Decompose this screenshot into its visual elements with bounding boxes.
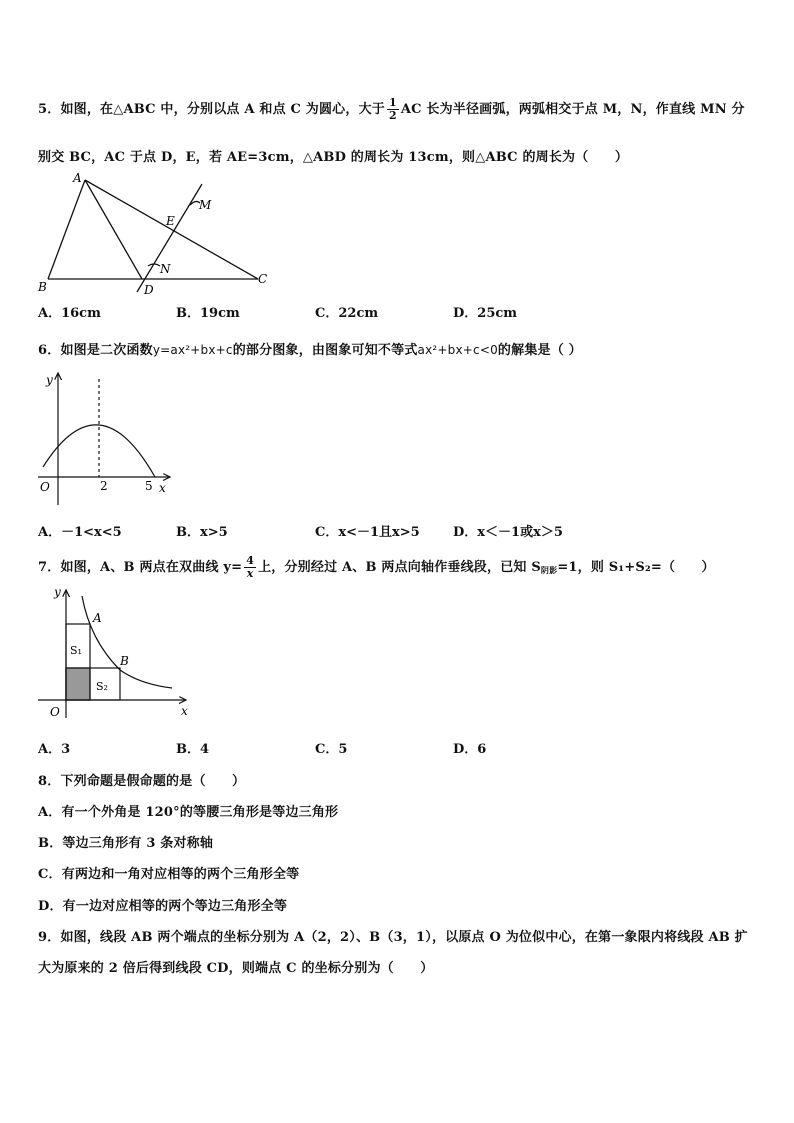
q7-option-a: A．3 bbox=[38, 742, 71, 757]
q7-text-part2: 上，分别经过 A、B 两点向轴作垂线段，已知 S bbox=[258, 560, 541, 575]
q5-option-d: D．25cm bbox=[453, 306, 518, 321]
q6-tick-2: 2 bbox=[100, 479, 108, 493]
q7-text-part1: 7．如图，A、B 两点在双曲线 y= bbox=[38, 560, 243, 575]
q5-fraction-half: $\frac{1}{2}$ bbox=[388, 96, 397, 122]
q5-stem-line2: 别交 BC，AC 于点 D，E，若 AE=3cm，△ABD 的周长为 13cm，则△ABC 的周长为（ ） bbox=[38, 150, 629, 165]
q8-option-d: D．有一边对应相等的两个等边三角形全等 bbox=[38, 899, 288, 914]
q5-label-M: M bbox=[199, 198, 212, 212]
q8-option-a: A．有一个外角是 120°的等腰三角形是等边三角形 bbox=[38, 805, 339, 820]
q7-option-d: D．6 bbox=[453, 742, 487, 757]
q8-stem: 8．下列命题是假命题的是（ ） bbox=[38, 774, 246, 789]
q5-label-B: B bbox=[38, 280, 47, 294]
q6-option-c: C．x<－1且x>5 bbox=[315, 525, 420, 540]
q5-label-D: D bbox=[144, 283, 154, 297]
q7-option-c: C．5 bbox=[315, 742, 348, 757]
q5-text-part1: 5．如图，在△ABC 中，分别以点 A 和点 C 为圆心，大于 bbox=[38, 102, 385, 117]
q6-text-part2: 的部分图象，由图象可知不等式 bbox=[232, 343, 418, 358]
q6-option-b: B．x>5 bbox=[176, 525, 228, 540]
q6-label-y: y bbox=[46, 373, 53, 387]
q5-label-N: N bbox=[160, 262, 171, 276]
q6-option-d: D．x＜－1或x＞5 bbox=[453, 525, 563, 540]
q7-label-A: A bbox=[93, 611, 102, 625]
q6-function: y=ax²+bx+c bbox=[152, 343, 233, 357]
q7-label-S2: S₂ bbox=[96, 680, 108, 693]
q9-stem-line1: 9．如图，线段 AB 两个端点的坐标分别为 A（2，2）、B（3，1），以原点 O 为位似中心，在第一象限内将线段 AB 扩 bbox=[38, 930, 748, 945]
q5-label-A: A bbox=[73, 171, 82, 185]
q6-option-a: A．－1<x<5 bbox=[38, 525, 122, 540]
q5-option-b: B．19cm bbox=[176, 306, 240, 321]
q7-fraction-4-over-x: $\frac{4}{x}$ bbox=[246, 554, 255, 580]
q7-text-part3: =1，则 S₁+S₂=（ ） bbox=[557, 560, 715, 575]
q9-stem-line2: 大为原来的 2 倍后得到线段 CD，则端点 C 的坐标分别为（ ） bbox=[38, 961, 434, 976]
q6-label-O: O bbox=[40, 480, 50, 494]
q7-label-S1: S₁ bbox=[70, 644, 82, 657]
q7-label-y: y bbox=[54, 585, 61, 599]
q5-text-part2: AC 长为半径画弧，两弧相交于点 M，N，作直线 MN 分 bbox=[400, 102, 745, 117]
q8-option-b: B．等边三角形有 3 条对称轴 bbox=[38, 836, 214, 851]
q6-text-part3: 的解集是（ ） bbox=[497, 343, 582, 358]
q5-option-c: C．22cm bbox=[315, 306, 379, 321]
q7-label-O: O bbox=[50, 705, 60, 719]
q6-tick-5: 5 bbox=[145, 479, 153, 493]
q6-text-part1: 6．如图是二次函数 bbox=[38, 343, 153, 358]
q5-label-C: C bbox=[258, 272, 268, 286]
q7-option-b: B．4 bbox=[176, 742, 210, 757]
q6-label-x: x bbox=[159, 481, 166, 495]
q7-label-B: B bbox=[120, 654, 129, 668]
q5-option-a: A．16cm bbox=[38, 306, 101, 321]
q7-label-x: x bbox=[181, 704, 188, 718]
q5-label-E: E bbox=[166, 214, 175, 228]
q7-subscript-shaded: 阴影 bbox=[540, 565, 558, 575]
q6-inequality: ax²+bx+c<0 bbox=[417, 343, 498, 357]
q8-option-c: C．有两边和一角对应相等的两个三角形全等 bbox=[38, 867, 300, 882]
